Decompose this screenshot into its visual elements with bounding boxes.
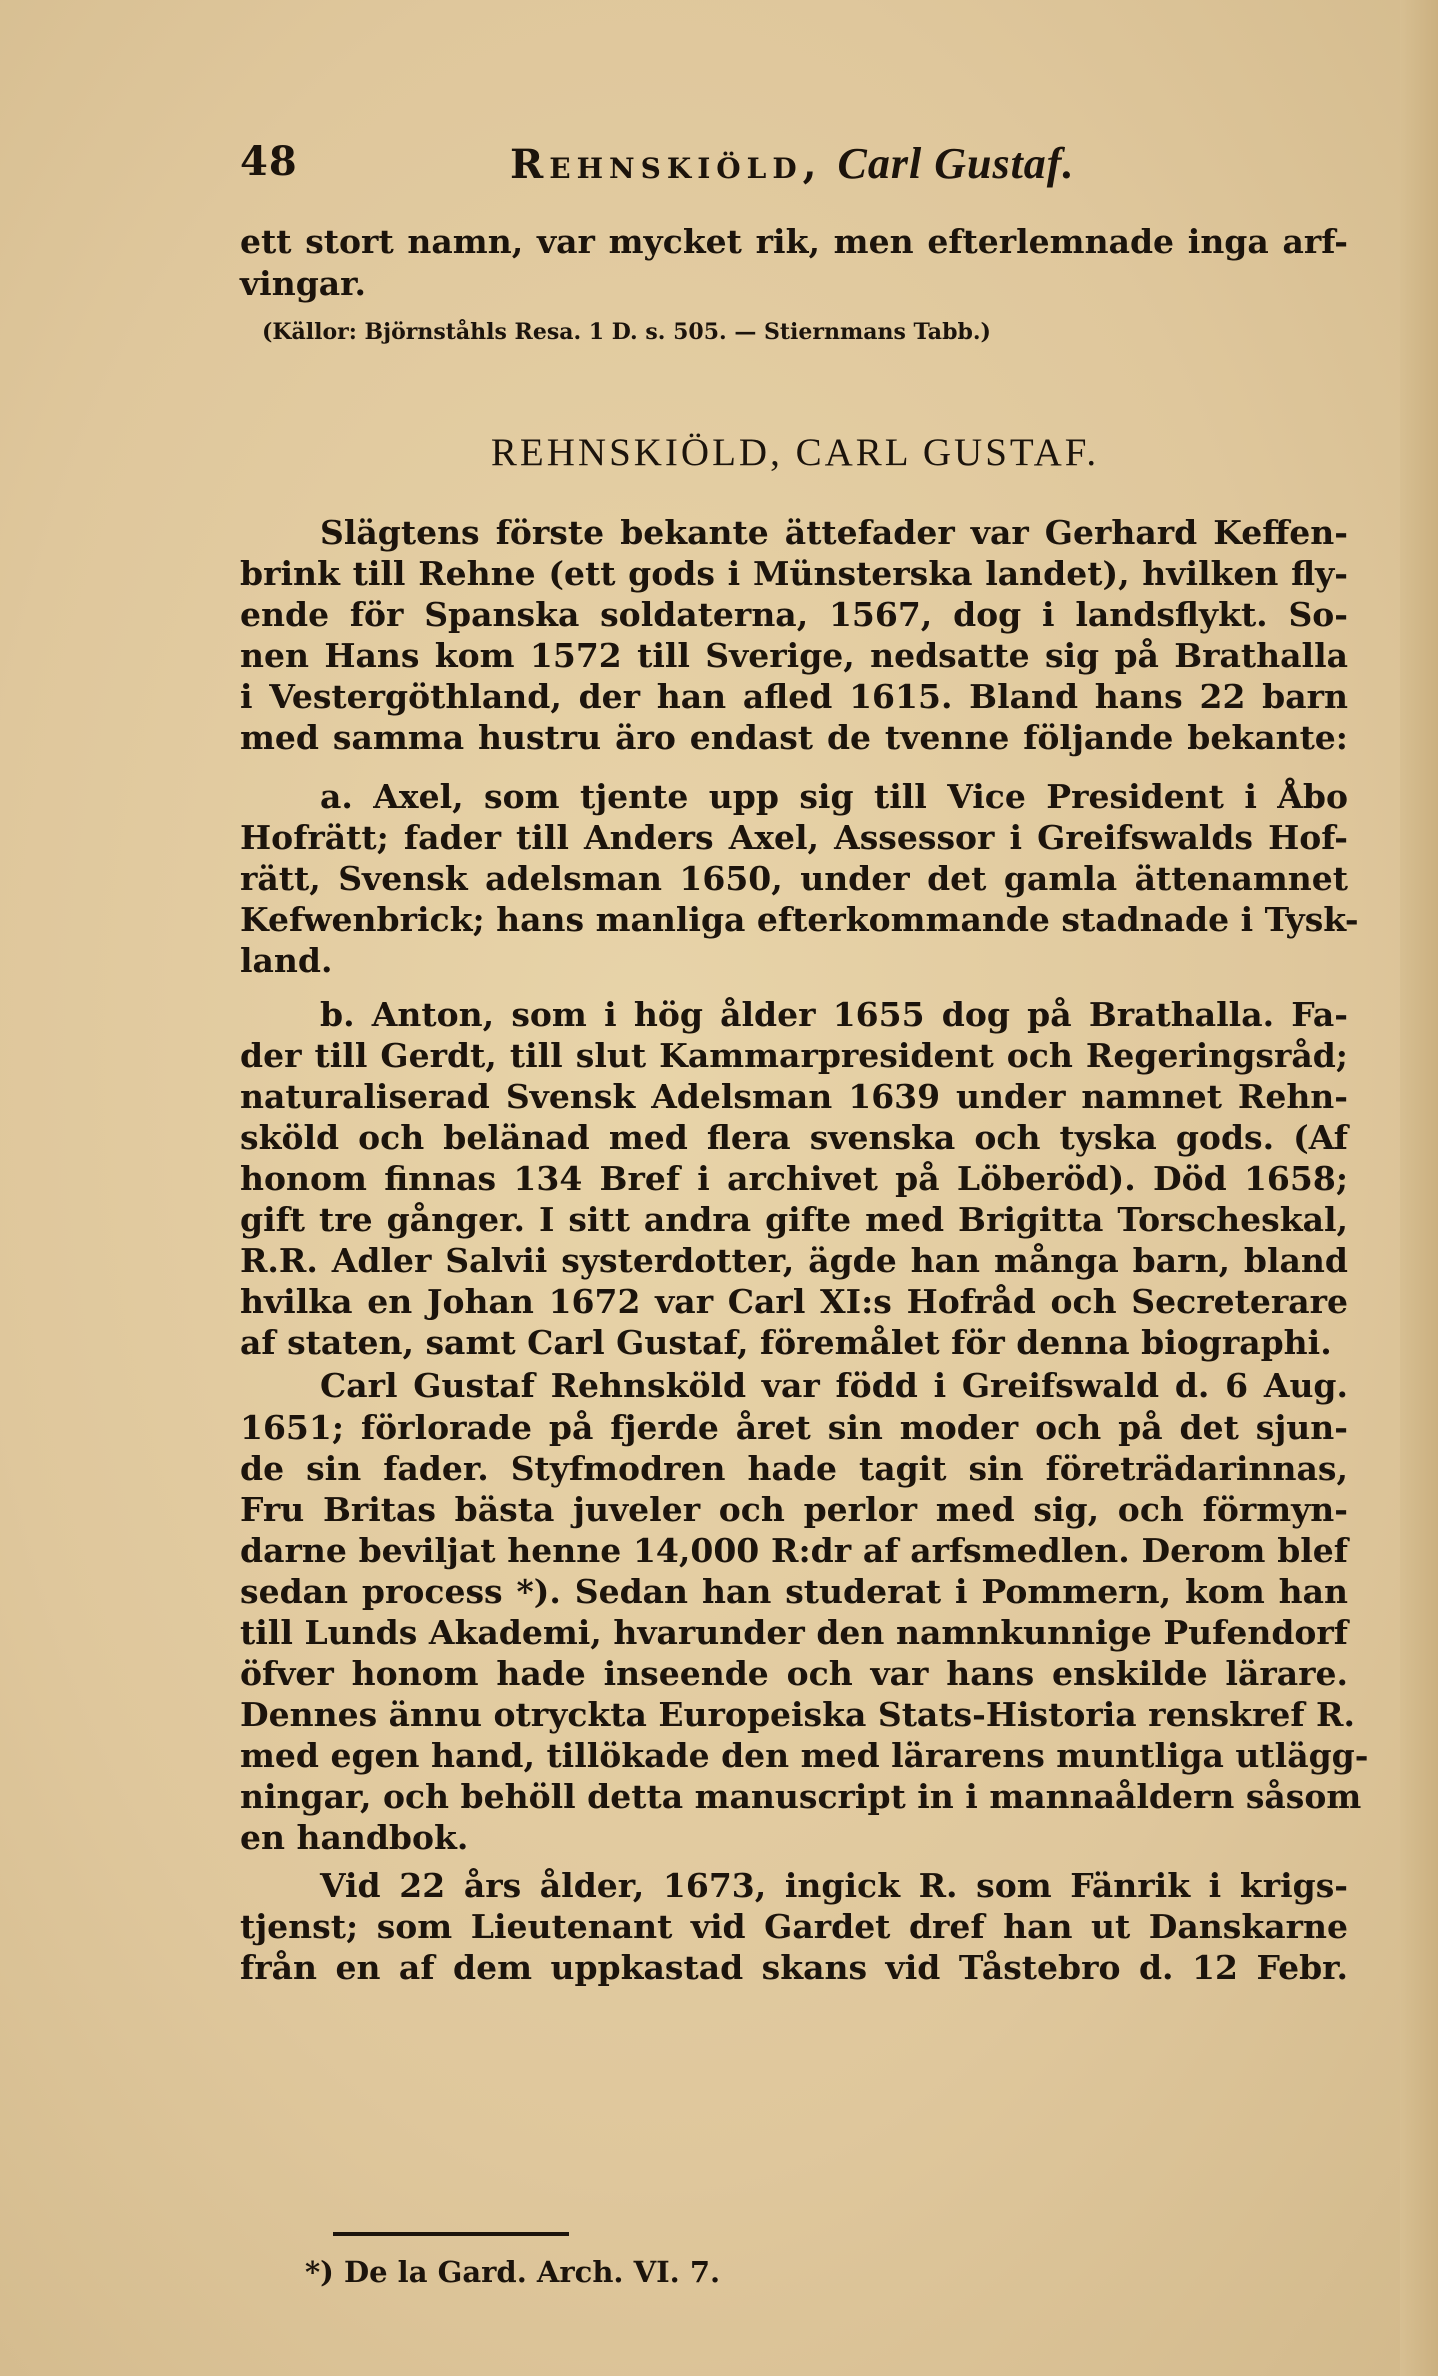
body-line: Carl Gustaf Rehnsköld var född i Greifswald d. 6 Aug. bbox=[320, 1366, 1348, 1405]
prev-entry-line: vingar. bbox=[240, 264, 367, 303]
page-number: 48 bbox=[240, 138, 298, 185]
body-line: de sin fader. Styfmodren hade tagit sin företrädarinnas, bbox=[240, 1449, 1348, 1488]
body-line: Hofrätt; fader till Anders Axel, Assessor i Greifswalds Hof- bbox=[240, 818, 1348, 857]
body-line: från en af dem uppkastad skans vid Tåstebro d. 12 Febr. bbox=[240, 1948, 1348, 1987]
body-line: med egen hand, tillökade den med lärarens muntliga utlägg- bbox=[240, 1736, 1369, 1775]
prev-entry-line: ett stort namn, var mycket rik, men efterlemnade inga arf- bbox=[240, 222, 1348, 261]
body-line: öfver honom hade inseende och var hans enskilde lärare. bbox=[240, 1654, 1348, 1693]
body-line: 1651; förlorade på fjerde året sin moder och på det sjun- bbox=[240, 1408, 1348, 1447]
body-line: hvilka en Johan 1672 var Carl XI:s Hofråd och Secreterare bbox=[240, 1282, 1348, 1321]
body-line: darne beviljat henne 14,000 R:dr af arfsmedlen. Derom blef bbox=[240, 1531, 1348, 1570]
body-line: Dennes ännu otryckta Europeiska Stats-Historia renskref R. bbox=[240, 1695, 1355, 1734]
running-title-name: Rehnskiöld, bbox=[510, 141, 823, 188]
body-line: Slägtens förste bekante ättefader var Gerhard Keffen- bbox=[320, 513, 1348, 552]
running-title-forename: Carl Gustaf. bbox=[837, 139, 1075, 188]
page-edge bbox=[1400, 0, 1438, 2376]
body-line: gift tre gånger. I sitt andra gifte med Brigitta Torscheskal, bbox=[240, 1200, 1348, 1239]
body-line: i Vestergöthland, der han afled 1615. Bland hans 22 barn bbox=[240, 677, 1348, 716]
running-title bbox=[510, 138, 1074, 189]
body-line: till Lunds Akademi, hvarunder den namnkunnige Pufendorf bbox=[240, 1613, 1348, 1652]
footnote-rule bbox=[333, 2232, 569, 2236]
body-line: Kefwenbrick; hans manliga efterkommande stadnade i Tysk- bbox=[240, 900, 1359, 939]
article-heading: REHNSKIÖLD, CARL GUSTAF. bbox=[490, 431, 1100, 474]
body-line: land. bbox=[240, 941, 333, 980]
body-line: b. Anton, som i hög ålder 1655 dog på Brathalla. Fa- bbox=[320, 995, 1348, 1034]
body-line: rätt, Svensk adelsman 1650, under det gamla ättenamnet bbox=[240, 859, 1348, 898]
footnote: *) De la Gard. Arch. VI. 7. bbox=[305, 2255, 721, 2289]
body-line: sköld och belänad med flera svenska och tyska gods. (Af bbox=[240, 1118, 1348, 1157]
body-line: naturaliserad Svensk Adelsman 1639 under namnet Rehn- bbox=[240, 1077, 1348, 1116]
body-line: Fru Britas bästa juveler och perlor med sig, och förmyn- bbox=[240, 1490, 1348, 1529]
body-line: med samma hustru äro endast de tvenne följande bekante: bbox=[240, 718, 1348, 757]
sources-line: (Källor: Björnståhls Resa. 1 D. s. 505. — Stiernmans Tabb.) bbox=[262, 319, 991, 345]
body-line: a. Axel, som tjente upp sig till Vice President i Åbo bbox=[320, 777, 1348, 816]
body-line: der till Gerdt, till slut Kammarpresident och Regeringsråd; bbox=[240, 1036, 1348, 1075]
body-line: ningar, och behöll detta manuscript in i mannaåldern såsom bbox=[240, 1777, 1362, 1816]
body-line: R.R. Adler Salvii systerdotter, ägde han många barn, bland bbox=[240, 1241, 1348, 1280]
body-line: nen Hans kom 1572 till Sverige, nedsatte sig på Brathalla bbox=[240, 636, 1348, 675]
body-line: honom finnas 134 Bref i archivet på Löberöd). Död 1658; bbox=[240, 1159, 1348, 1198]
body-line: sedan process *). Sedan han studerat i Pommern, kom han bbox=[240, 1572, 1348, 1611]
body-line: af staten, samt Carl Gustaf, föremålet för denna biographi. bbox=[240, 1323, 1332, 1362]
body-line: en handbok. bbox=[240, 1818, 469, 1857]
body-line: brink till Rehne (ett gods i Münsterska landet), hvilken fly- bbox=[240, 554, 1348, 593]
body-line: tjenst; som Lieutenant vid Gardet dref han ut Danskarne bbox=[240, 1907, 1348, 1946]
body-line: Vid 22 års ålder, 1673, ingick R. som Fänrik i krigs- bbox=[320, 1866, 1348, 1905]
body-line: ende för Spanska soldaterna, 1567, dog i landsflykt. So- bbox=[240, 595, 1348, 634]
